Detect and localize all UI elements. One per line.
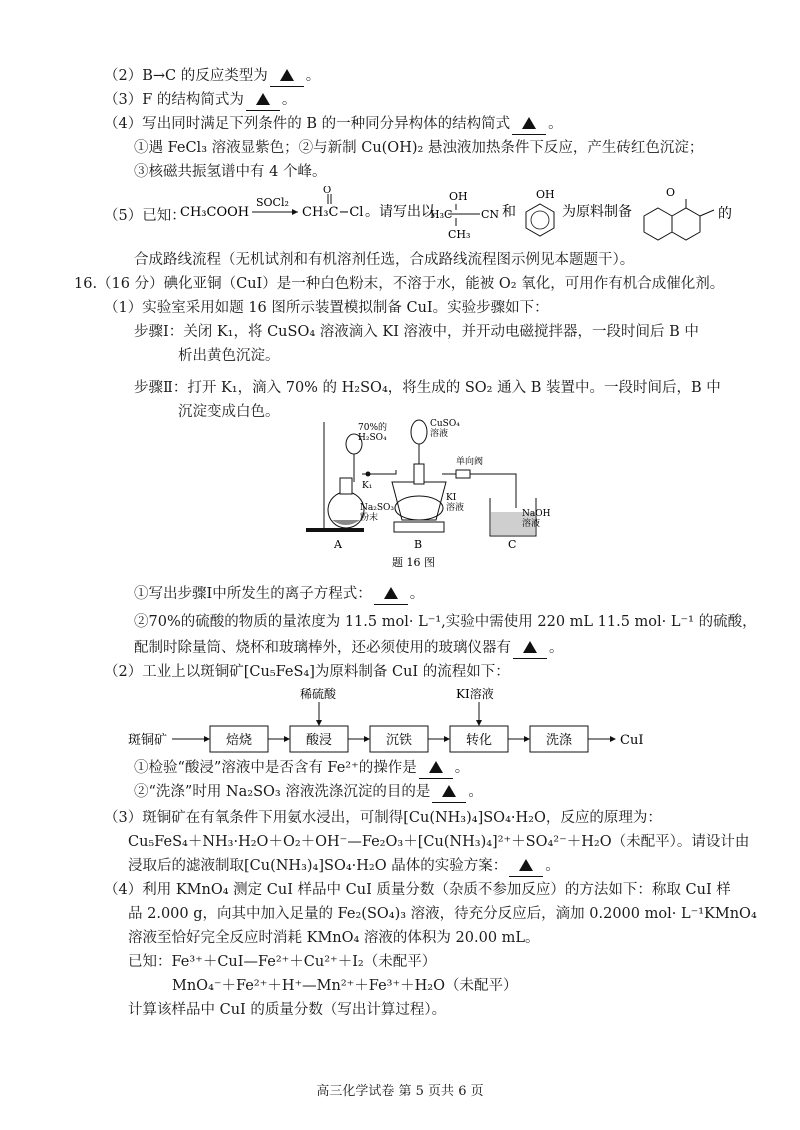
label-naoh: NaOH bbox=[522, 509, 551, 519]
q15-part4-text: （4）写出同时满足下列条件的 B 的一种同分异构体的结构简式 bbox=[104, 116, 511, 132]
text-of: 的 bbox=[718, 206, 732, 222]
aromatic-ring bbox=[531, 211, 549, 229]
dropping-funnel-b bbox=[411, 420, 427, 444]
q16-heading: 16.（16 分）碘化亚铜（CuI）是一种白色粉末，不溶于水，能被 O₂ 氧化，可用作有机合成催化剂。 bbox=[74, 276, 725, 292]
flow-end: CuI bbox=[620, 733, 644, 748]
label-b: B bbox=[414, 538, 423, 551]
q15-part4-condition2: ③核磁共振氢谱中有 4 个峰。 bbox=[134, 164, 327, 180]
answer-blank bbox=[512, 114, 546, 135]
q15-part5-structures bbox=[180, 186, 780, 248]
na2so3-powder bbox=[332, 520, 360, 525]
flow-step-convert: 转化 bbox=[466, 733, 493, 748]
q16-part3-line1: （3）斑铜矿在有氧条件下用氨水浸出，可制得[Cu(NH₃)₄]SO₄·H₂O，反应的原理为： bbox=[104, 810, 662, 826]
q16-part1: （1）实验室采用如题 16 图所示装置模拟制备 CuI。实验步骤如下： bbox=[104, 300, 549, 316]
label-na2so3b: 粉末 bbox=[360, 513, 379, 523]
q16-part4-line1: （4）利用 KMnO₄ 测定 CuI 样品中 CuI 质量分数（杂质不参加反应）的方法如下：称取 CuI 样 bbox=[104, 882, 731, 898]
q16-1-1: ①写出步骤Ⅰ中所发生的离子方程式： 。 bbox=[134, 584, 424, 605]
answer-blank bbox=[270, 66, 304, 87]
arrow-head-icon bbox=[476, 720, 482, 726]
process-flow-chart bbox=[128, 684, 688, 756]
oxygen-label: O bbox=[666, 186, 676, 199]
flask-b-body bbox=[395, 496, 443, 520]
flow-start: 斑铜矿 bbox=[128, 733, 168, 748]
answer-blank bbox=[432, 782, 466, 803]
stand-base bbox=[306, 528, 364, 532]
q16-step2-line1: 步骤Ⅱ：打开 K₁，滴入 70% 的 H₂SO₄，将生成的 SO₂ 通入 B 装置中。一段时间后，B 中 bbox=[134, 380, 721, 396]
q16-part3-text: 浸取后的滤液制取[Cu(NH₃)₄]SO₄·H₂O 晶体的实验方案： bbox=[128, 858, 508, 874]
label-k1: K₁ bbox=[362, 481, 373, 491]
q15-part2-text: （2）B→C 的反应类型为 bbox=[104, 68, 268, 84]
figure-caption: 题 16 图 bbox=[392, 556, 435, 569]
q15-part5-line2: 合成路线流程（无机试剂和有机溶剂任选，合成路线流程图示例见本题题干）。 bbox=[134, 252, 635, 268]
q15-part3-text: （3）F 的结构简式为 bbox=[104, 92, 244, 108]
methyl-bond bbox=[700, 210, 714, 216]
triangle-icon bbox=[523, 641, 537, 653]
flow-reagent-h2so4: 稀硫酸 bbox=[300, 687, 337, 701]
label-h2so4: 70%的 bbox=[358, 423, 388, 433]
text-raw-material: 为原料制备 bbox=[562, 204, 632, 220]
oh-label: OH bbox=[536, 188, 555, 201]
q16-part4-known2: MnO₄⁻＋Fe²⁺＋H⁺—Mn²⁺＋Fe³⁺＋H₂O（未配平） bbox=[172, 978, 518, 994]
q16-part2: （2）工业上以斑铜矿[Cu₅FeS₄]为原料制备 CuI 的流程如下： bbox=[104, 664, 510, 680]
reactant-acetic-acid: CH₃COOH bbox=[180, 205, 250, 220]
answer-blank bbox=[246, 90, 280, 111]
q16-part3-line2: Cu₅FeS₄＋NH₃·H₂O＋O₂＋OH⁻—Fe₂O₃＋[Cu(NH₃)₄]²⁺＋SO₄²⁻＋H₂O（未配平）。请设计由 bbox=[128, 834, 750, 850]
arrow-head-icon bbox=[610, 736, 616, 742]
product-acetyl-chloride: CH₃C−Cl bbox=[302, 205, 364, 220]
answer-blank bbox=[513, 638, 547, 659]
answer-blank bbox=[419, 758, 453, 779]
q15-part3: （3）F 的结构简式为 。 bbox=[104, 90, 296, 111]
label-cuso4b: 溶液 bbox=[430, 429, 449, 439]
label-valve: 单向阀 bbox=[456, 457, 484, 467]
label-h2so4b: H₂SO₄ bbox=[358, 433, 387, 443]
one-way-valve-icon bbox=[456, 470, 470, 478]
flow-step-roast: 焙烧 bbox=[226, 733, 253, 748]
answer-blank bbox=[374, 584, 408, 605]
q16-step1-line1: 步骤Ⅰ：关闭 K₁，将 CuSO₄ 溶液滴入 KI 溶液中，并开动电磁搅拌器，一段时间后 B 中 bbox=[134, 324, 699, 340]
q16-part4-task: 计算该样品中 CuI 的质量分数（写出计算过程）。 bbox=[128, 1002, 447, 1018]
q16-step1-line2: 析出黄色沉淀。 bbox=[178, 348, 280, 364]
arrow-head-icon bbox=[524, 736, 530, 742]
pyranone-ring-icon bbox=[672, 208, 700, 240]
arrow-head-icon bbox=[292, 209, 298, 215]
q15-part4-condition1: ①遇 FeCl₃ 溶液显紫色；②与新制 Cu(OH)₂ 悬浊液加热条件下反应，产生砖红色沉淀； bbox=[134, 140, 704, 156]
text-and: 和 bbox=[502, 204, 516, 220]
q16-part3-line3: 浸取后的滤液制取[Cu(NH₃)₄]SO₄·H₂O 晶体的实验方案： 。 bbox=[128, 856, 560, 877]
reagent-socl2: SOCl₂ bbox=[256, 196, 289, 209]
label-a: A bbox=[334, 538, 342, 551]
q15-part5-prefix: （5）已知： bbox=[104, 208, 186, 224]
q16-2-2: ②“洗涤”时用 Na₂SO₃ 溶液洗涤沉淀的目的是 。 bbox=[134, 782, 483, 803]
q16-2-1-text: ①检验“酸浸”溶液中是否含有 Fe²⁺的操作是 bbox=[134, 760, 417, 776]
label-na2so3: Na₂SO₃ bbox=[360, 503, 395, 513]
triangle-icon bbox=[429, 761, 443, 773]
q16-part4-line3: 溶液至恰好完全反应时消耗 KMnO₄ 溶液的体积为 20.00 mL。 bbox=[128, 930, 540, 946]
triangle-icon bbox=[442, 785, 456, 797]
magnetic-stirrer bbox=[394, 522, 444, 532]
q16-part4-line2: 品 2.000 g，向其中加入足量的 Fe₂(SO₄)₃ 溶液，待充分反应后，滴加 0.2000 mol· L⁻¹KMnO₄ bbox=[128, 906, 757, 922]
text-please-write: 。请写出以 bbox=[365, 204, 435, 220]
triangle-icon bbox=[280, 69, 294, 81]
arrow-head-icon bbox=[444, 736, 450, 742]
arrow-head-icon bbox=[364, 736, 370, 742]
label-ki: KI bbox=[446, 493, 457, 503]
triangle-icon bbox=[256, 93, 270, 105]
flow-reagent-ki: KI溶液 bbox=[456, 687, 494, 701]
q16-part4-known1: 已知：Fe³⁺＋CuI—Fe²⁺＋Cu²⁺＋I₂（未配平） bbox=[128, 954, 437, 970]
q15-part4: （4）写出同时满足下列条件的 B 的一种同分异构体的结构简式 。 bbox=[104, 114, 563, 135]
apparatus-figure bbox=[296, 412, 556, 572]
q16-1-1-text: ①写出步骤Ⅰ中所发生的离子方程式： bbox=[134, 586, 372, 602]
label-c: C bbox=[508, 538, 517, 551]
cn-label: CN bbox=[481, 208, 500, 221]
q16-1-2-text: 配制时除量筒、烧杯和玻璃棒外，还必须使用的玻璃仪器有 bbox=[134, 640, 511, 656]
label-naohb: 溶液 bbox=[522, 519, 541, 529]
oh-label: OH bbox=[449, 190, 468, 203]
ch3-label: H₃C bbox=[430, 208, 453, 221]
answer-blank bbox=[509, 856, 543, 877]
arrow-head-icon bbox=[316, 720, 322, 726]
q15-part2: （2）B→C 的反应类型为 。 bbox=[104, 66, 320, 87]
page-footer: 高三化学试卷 第 5 页共 6 页 bbox=[316, 1084, 484, 1099]
flow-step-acid-leach: 酸浸 bbox=[306, 733, 333, 748]
triangle-icon bbox=[519, 859, 533, 871]
flow-step-iron-removal: 沉铁 bbox=[386, 733, 413, 748]
flow-step-wash: 洗涤 bbox=[546, 733, 573, 748]
label-cuso4: CuSO₄ bbox=[430, 419, 460, 429]
label-kib: 溶液 bbox=[446, 503, 465, 513]
benzene-ring-icon bbox=[526, 204, 554, 236]
arrow-head-icon bbox=[204, 736, 210, 742]
oxygen-label: O bbox=[323, 186, 332, 196]
benzene-ring-icon bbox=[644, 208, 672, 240]
flask-neck bbox=[340, 478, 352, 494]
ch3-label: CH₃ bbox=[448, 228, 471, 241]
q16-2-2-text: ②“洗涤”时用 Na₂SO₃ 溶液洗涤沉淀的目的是 bbox=[134, 784, 431, 800]
q16-1-2-line2: 配制时除量筒、烧杯和玻璃棒外，还必须使用的玻璃仪器有 。 bbox=[134, 638, 564, 659]
triangle-icon bbox=[522, 117, 536, 129]
q16-1-2-line1: ②70%的硫酸的物质的量浓度为 11.5 mol· L⁻¹,实验中需使用 220 mL 11.5 mol· L⁻¹ 的硫酸， bbox=[134, 614, 757, 630]
triangle-icon bbox=[384, 587, 398, 599]
arrow-head-icon bbox=[284, 736, 290, 742]
valve-k1-icon bbox=[366, 472, 371, 477]
q16-step2-line2: 沉淀变成白色。 bbox=[178, 404, 280, 420]
q16-2-1: ①检验“酸浸”溶液中是否含有 Fe²⁺的操作是 。 bbox=[134, 758, 469, 779]
flask-b-neck bbox=[414, 464, 424, 484]
